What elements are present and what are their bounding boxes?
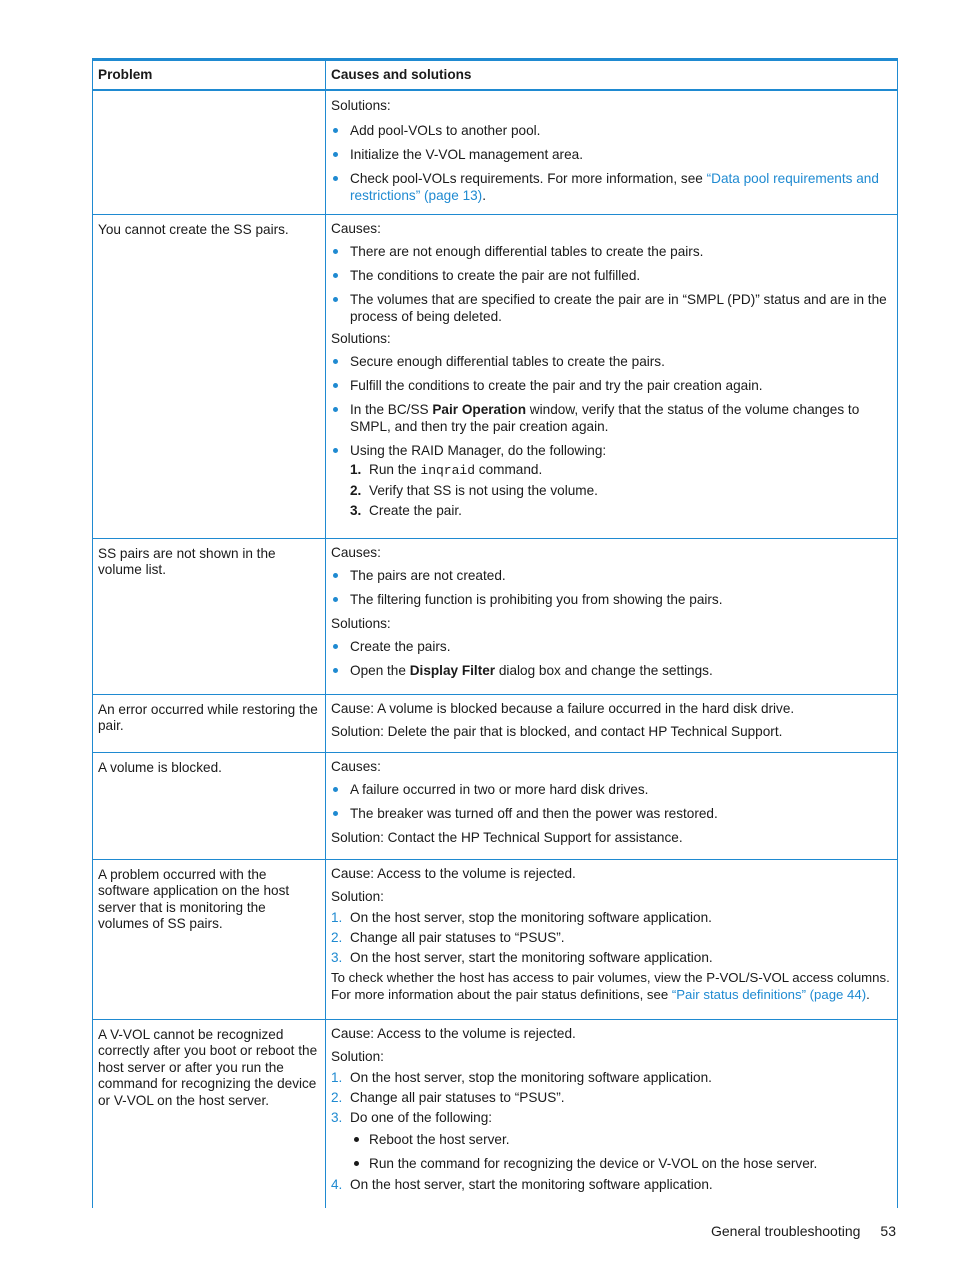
step-number: 2. xyxy=(350,482,362,498)
list-item: Run the command for recognizing the device or V-VOL on the hose server. xyxy=(350,1155,892,1172)
list-item: Secure enough differential tables to create the pairs. xyxy=(331,353,892,370)
problem-cell xyxy=(93,90,326,214)
steps-list xyxy=(350,461,892,519)
step-item xyxy=(331,1069,892,1086)
causes-solutions-cell xyxy=(326,214,898,538)
step-text: Change all pair statuses to “PSUS”. xyxy=(350,929,565,945)
step-text: Create the pair. xyxy=(369,502,462,518)
list-item-end: . xyxy=(482,188,486,203)
causes-solutions-cell xyxy=(326,694,898,752)
cause-text: Cause: Access to the volume is rejected. xyxy=(331,1025,576,1041)
list-item xyxy=(331,442,892,519)
solutions-list xyxy=(331,353,892,519)
list-item: There are not enough differential tables to create the pairs. xyxy=(331,243,892,260)
list-item: The pairs are not created. xyxy=(331,567,892,584)
step-text: Do one of the following: xyxy=(350,1109,493,1125)
page-footer xyxy=(711,1223,896,1239)
cause-text: Cause: Access to the volume is rejected. xyxy=(331,865,576,881)
solution-label: Solution: xyxy=(331,888,384,904)
cause-text: Cause: A volume is blocked because a failure occurred in the hard disk drive. xyxy=(331,700,795,716)
table-row xyxy=(93,538,898,694)
note-text xyxy=(331,969,892,1003)
causes-label: Causes: xyxy=(331,758,381,774)
list-item-text: Check pool-VOLs requirements. For more information, see xyxy=(350,171,707,186)
causes-solutions-cell xyxy=(326,90,898,214)
solutions-label: Solutions: xyxy=(331,330,391,346)
problem-cell: A problem occurred with the software application on the host server that is monitoring the volumes of SS pairs. xyxy=(93,859,326,1019)
list-item: Create the pairs. xyxy=(331,638,892,655)
step-text: Run the xyxy=(369,461,421,477)
step-item xyxy=(350,461,892,479)
step-number: 2. xyxy=(331,929,343,945)
ui-term-display-filter: Display Filter xyxy=(409,662,496,678)
step-number: 4. xyxy=(331,1176,343,1192)
table-row xyxy=(93,1019,898,1208)
header-problem: Problem xyxy=(93,60,326,91)
causes-list xyxy=(331,567,892,608)
list-item: The conditions to create the pair are not fulfilled. xyxy=(331,267,892,284)
list-item: Add pool-VOLs to another pool. xyxy=(331,122,892,139)
steps-list xyxy=(331,1069,892,1193)
step-text: On the host server, stop the monitoring software application. xyxy=(350,909,712,925)
causes-solutions-cell xyxy=(326,538,898,694)
list-item: The breaker was turned off and then the power was restored. xyxy=(331,805,892,822)
step-number: 1. xyxy=(350,461,362,477)
step-item xyxy=(331,1089,892,1106)
step-item xyxy=(331,909,892,926)
table-row xyxy=(93,214,898,538)
list-item-text: In the BC/SS xyxy=(350,401,433,417)
step-item xyxy=(331,1109,892,1172)
footer-section-title: General troubleshooting xyxy=(710,1223,861,1239)
problem-cell: SS pairs are not shown in the volume list. xyxy=(93,538,326,694)
solutions-list xyxy=(331,122,892,204)
problem-cell: A V-VOL cannot be recognized correctly after you boot or reboot the host server or after you run the command for recognizing the device or V-VOL on the host server. xyxy=(93,1019,326,1208)
options-list xyxy=(350,1131,892,1172)
header-causes-solutions: Causes and solutions xyxy=(326,60,898,91)
causes-solutions-cell xyxy=(326,1019,898,1208)
step-item xyxy=(331,949,892,966)
causes-label: Causes: xyxy=(331,544,381,560)
list-item: The volumes that are specified to create the pair are in “SMPL (PD)” status and are in the process of being deleted. xyxy=(331,291,892,325)
table-row xyxy=(93,752,898,859)
step-text: On the host server, start the monitoring software application. xyxy=(350,949,713,965)
list-item-text: window, verify that the status of the volume changes to SMPL, and then try the pair creation again. xyxy=(350,401,860,434)
solutions-label: Solutions: xyxy=(331,615,391,631)
problem-cell: A volume is blocked. xyxy=(93,752,326,859)
step-item xyxy=(331,929,892,946)
table-row xyxy=(93,694,898,752)
causes-solutions-cell xyxy=(326,859,898,1019)
list-item: Reboot the host server. xyxy=(350,1131,892,1148)
cross-reference-link[interactable]: “Data pool requirements and restrictions” (page 13) xyxy=(350,171,879,203)
causes-list xyxy=(331,781,892,822)
list-item xyxy=(331,401,892,435)
list-item-text: Using the RAID Manager, do the following: xyxy=(350,442,607,458)
list-item-text: dialog box and change the settings. xyxy=(495,662,713,678)
causes-list xyxy=(331,243,892,325)
table-header-row xyxy=(93,60,898,91)
table-row xyxy=(93,90,898,214)
page-number: 53 xyxy=(880,1223,896,1239)
step-text: command. xyxy=(475,461,543,477)
causes-label: Causes: xyxy=(331,220,381,236)
solutions-label: Solutions: xyxy=(331,98,391,113)
note-text-body: To check whether the host has access to pair volumes, view the P-VOL/S-VOL access columns. For more information about the pair status definitions, see xyxy=(331,969,890,1002)
solution-text: Solution: Contact the HP Technical Support for assistance. xyxy=(331,829,683,845)
solution-text: Solution: Delete the pair that is blocked, and contact HP Technical Support. xyxy=(331,723,783,739)
problem-cell: An error occurred while restoring the pair. xyxy=(93,694,326,752)
list-item: The filtering function is prohibiting you from showing the pairs. xyxy=(331,591,892,608)
code-inqraid: inqraid xyxy=(420,462,475,478)
step-number: 3. xyxy=(331,949,343,965)
step-text: Change all pair statuses to “PSUS”. xyxy=(350,1089,565,1105)
solutions-list xyxy=(331,638,892,679)
ui-term-pair-operation: Pair Operation xyxy=(432,401,527,417)
list-item xyxy=(331,170,892,204)
step-item xyxy=(350,502,892,519)
step-item xyxy=(331,1176,892,1193)
cross-reference-link[interactable]: “Pair status definitions” (page 44) xyxy=(671,986,867,1002)
step-text: Verify that SS is not using the volume. xyxy=(369,482,598,498)
note-end: . xyxy=(866,986,870,1002)
list-item xyxy=(331,662,892,679)
solution-label: Solution: xyxy=(331,1048,384,1064)
list-item-text: Open the xyxy=(350,662,410,678)
step-number: 3. xyxy=(331,1109,343,1125)
list-item: Initialize the V-VOL management area. xyxy=(331,146,892,163)
list-item: Fulfill the conditions to create the pair and try the pair creation again. xyxy=(331,377,892,394)
step-number: 1. xyxy=(331,909,343,925)
step-number: 3. xyxy=(350,502,362,518)
step-item xyxy=(350,482,892,499)
steps-list xyxy=(331,909,892,966)
causes-solutions-cell xyxy=(326,752,898,859)
table-row xyxy=(93,859,898,1019)
step-text: On the host server, start the monitoring software application. xyxy=(350,1176,713,1192)
problem-cell: You cannot create the SS pairs. xyxy=(93,214,326,538)
list-item: A failure occurred in two or more hard disk drives. xyxy=(331,781,892,798)
step-number: 2. xyxy=(331,1089,343,1105)
step-text: On the host server, stop the monitoring software application. xyxy=(350,1069,712,1085)
step-number: 1. xyxy=(331,1069,343,1085)
troubleshooting-table xyxy=(92,58,898,1208)
